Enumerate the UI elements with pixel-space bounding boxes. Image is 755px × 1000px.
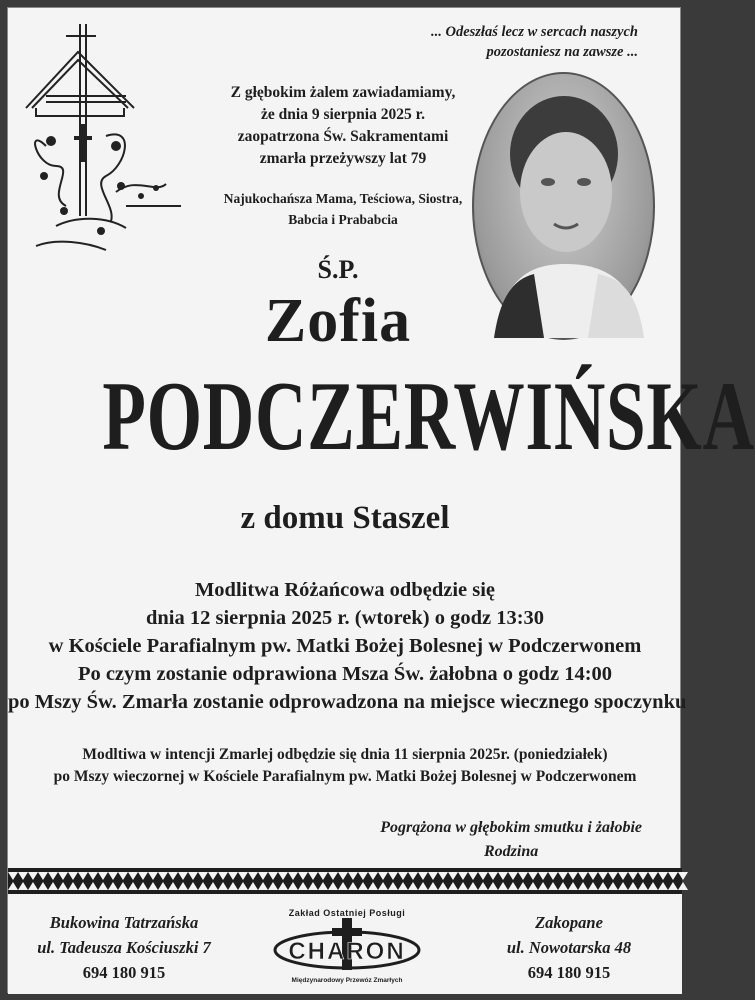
footer-right-place: Zakopane — [535, 913, 603, 932]
intro-line-3: zaopatrzona Św. Sakramentami — [237, 128, 449, 145]
family-relations — [203, 188, 483, 230]
intention-mass-info — [8, 744, 682, 788]
logo-name: CHARON — [288, 938, 406, 965]
epitaph-quote — [431, 22, 638, 62]
quote-line-1: ... Odeszłaś lecz w sercach naszych — [430, 24, 638, 40]
intention-line-1: Modltiwa w intencji Zmarlej odbędzie się dnia 11 sierpnia 2025r. (poniedziałek) — [82, 746, 608, 763]
death-announcement — [208, 82, 478, 170]
intro-line-4: zmarła przeżywszy lat 79 — [259, 150, 427, 167]
logo-top-text: Zakład Ostatniej Posługi — [288, 908, 406, 918]
relations-line-1: Najukochańsza Mama, Teściowa, Siostra, — [223, 191, 463, 206]
footer-left-phone: 694 180 915 — [82, 963, 166, 982]
relations-line-2: Babcia i Prababcia — [288, 212, 398, 227]
rosary-and-funeral-info — [8, 576, 687, 716]
prayer-line-3: w Kościele Parafialnym pw. Matki Bożej Bolesnej w Podczerwonem — [48, 635, 642, 657]
deceased-prefix: Ś.P. — [317, 255, 359, 284]
funeral-home-footer — [8, 894, 682, 994]
intro-line-1: Z głębokim żalem zawiadamiamy, — [230, 84, 456, 101]
deceased-first-name: Zofia — [264, 287, 412, 355]
prayer-line-2: dnia 12 sierpnia 2025 r. (wtorek) o godz 13:30 — [145, 607, 545, 629]
prayer-line-1: Modlitwa Różańcowa odbędzie się — [194, 579, 496, 601]
deceased-portrait-photo — [472, 72, 655, 340]
footer-left-place: Bukowina Tatrzańska — [49, 913, 199, 932]
decorative-ornament-band — [8, 868, 682, 894]
intention-line-2: po Mszy wieczornej w Kościele Parafialnym pw. Matki Bożej Bolesnej w Podczerwonem — [53, 768, 637, 785]
quote-line-2: pozostaniesz na zawsze ... — [486, 44, 638, 60]
portrait-silhouette — [474, 74, 653, 338]
family-line-1: Pogrążona w głębokim smutku i żałobie — [380, 819, 642, 836]
obituary-page — [7, 7, 755, 993]
footer-right-phone: 694 180 915 — [527, 963, 611, 982]
deceased-maiden-name: z domu Staszel — [240, 500, 450, 536]
prayer-line-5: po Mszy Św. Zmarła zostanie odprowadzona na miejsce wiecznego spoczynku — [8, 691, 687, 713]
prayer-line-4: Po czym zostanie odprawiona Msza Św. żałobna o godz 14:00 — [77, 663, 613, 685]
footer-location-right — [456, 910, 682, 985]
logo-bottom-text: Międzynarodowy Przewóz Zmarłych — [291, 977, 403, 984]
family-line-2: Rodzina — [483, 843, 539, 860]
deceased-last-name: PODCZERWIŃSKA — [102, 362, 755, 471]
footer-right-street: ul. Nowotarska 48 — [506, 938, 632, 957]
charon-logo — [252, 902, 442, 988]
footer-location-left — [8, 910, 240, 985]
family-signature — [380, 816, 642, 864]
footer-left-street: ul. Tadeusza Kościuszki 7 — [37, 938, 211, 957]
wayside-cross-illustration — [16, 16, 184, 256]
intro-line-2: że dnia 9 sierpnia 2025 r. — [261, 106, 425, 123]
